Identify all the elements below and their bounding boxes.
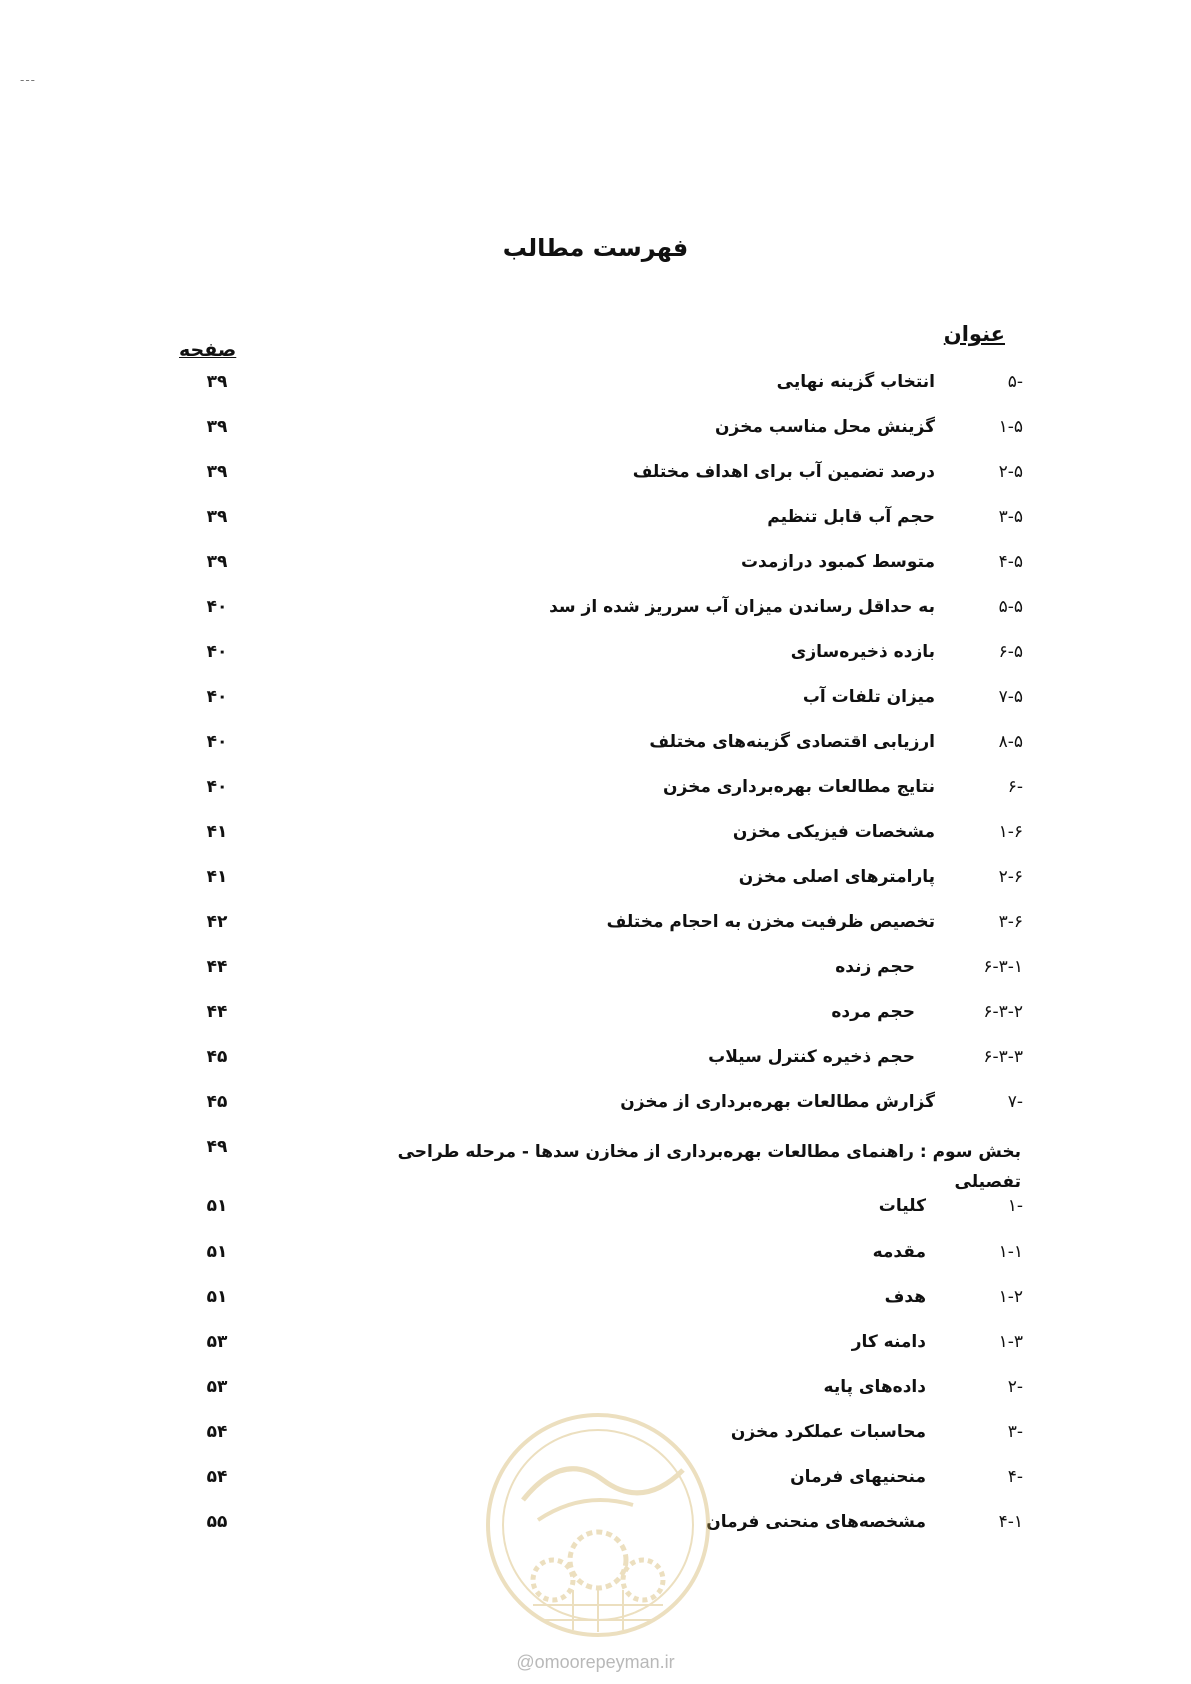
toc-page: ۵۴	[206, 1467, 228, 1487]
toc-title: حجم زنده	[835, 957, 915, 977]
toc-title: داده‌های پایه	[823, 1377, 926, 1397]
toc-page: ۵۳	[206, 1332, 228, 1352]
toc-title: حجم ذخیره کنترل سیلاب	[708, 1047, 915, 1067]
toc-page: ۳۹	[206, 552, 228, 572]
toc-number: -۷	[1007, 1092, 1023, 1112]
toc-row	[0, 552, 1191, 582]
toc-page: ۳۹	[206, 417, 228, 437]
toc-title: حجم آب قابل تنظیم	[767, 507, 935, 527]
toc-row	[0, 1242, 1191, 1272]
toc-page: ۴۱	[206, 867, 228, 887]
toc-title: پارامترهای اصلی مخزن	[738, 867, 935, 887]
toc-title: دامنه کار	[851, 1332, 926, 1352]
toc-title: حجم مرده	[831, 1002, 915, 1022]
toc-page: ۴۱	[206, 822, 228, 842]
toc-page: ۴۴	[206, 1002, 228, 1022]
toc-row	[0, 462, 1191, 492]
toc-page: ۵۱	[206, 1242, 228, 1262]
toc-row	[0, 597, 1191, 627]
toc-row	[0, 417, 1191, 447]
toc-row	[0, 1287, 1191, 1317]
toc-row	[0, 957, 1191, 987]
toc-page: ۴۰	[206, 732, 228, 752]
toc-title: گزارش مطالعات بهره‌برداری از مخزن	[620, 1092, 935, 1112]
page-title: فهرست مطالب	[502, 234, 689, 262]
toc-number: ۲-۵	[998, 462, 1023, 482]
toc-number: ۱-۱	[998, 1242, 1023, 1262]
toc-page: ۵۱	[206, 1196, 228, 1216]
toc-page: ۴۵	[206, 1047, 228, 1067]
toc-number: ۱-۳	[998, 1332, 1023, 1352]
toc-number: ۱-۲	[998, 1287, 1023, 1307]
toc-number: ۶-۳-۳	[983, 1047, 1023, 1067]
toc-row	[0, 687, 1191, 717]
toc-row	[0, 1002, 1191, 1032]
toc-title: منحنیهای فرمان	[790, 1467, 926, 1487]
toc-number: ۲-۶	[998, 867, 1023, 887]
toc-number: ۸-۵	[998, 732, 1023, 752]
toc-row	[0, 1332, 1191, 1362]
toc-row	[0, 507, 1191, 537]
toc-number: ۳-۵	[998, 507, 1023, 527]
toc-number: ۱-۵	[998, 417, 1023, 437]
toc-title: مشخصه‌های منحنی فرمان	[706, 1512, 926, 1532]
toc-row	[0, 1196, 1191, 1226]
toc-title: گزینش محل مناسب مخزن	[715, 417, 935, 437]
toc-title: ارزیابی اقتصادی گزینه‌های مختلف	[649, 732, 935, 752]
watermark-text: @omoorepeyman.ir	[516, 1652, 675, 1672]
toc-row	[0, 822, 1191, 852]
toc-number: ۴-۵	[998, 552, 1023, 572]
toc-title: کلیات	[878, 1196, 926, 1216]
toc-number: ۷-۵	[998, 687, 1023, 707]
toc-page: ۵۱	[206, 1287, 228, 1307]
toc-page: ۵۴	[206, 1422, 228, 1442]
toc-title: بازده ذخیره‌سازی	[790, 642, 935, 662]
toc-number: ۵-۵	[998, 597, 1023, 617]
toc-number: ۴-۱	[998, 1512, 1023, 1532]
toc-number: -۲	[1007, 1377, 1023, 1397]
toc-page: ۳۹	[206, 372, 228, 392]
toc-number: -۱	[1007, 1196, 1023, 1216]
toc-row	[0, 912, 1191, 942]
toc-title: محاسبات عملکرد مخزن	[730, 1422, 926, 1442]
title-column-header: عنوان	[943, 322, 1005, 346]
toc-row	[0, 1092, 1191, 1122]
toc-page: ۳۹	[206, 507, 228, 527]
toc-page: ۴۵	[206, 1092, 228, 1112]
toc-number: ۳-۶	[998, 912, 1023, 932]
toc-title: متوسط کمبود درازمدت	[740, 552, 935, 572]
toc-row	[0, 867, 1191, 897]
page-column-header: صفحه	[179, 339, 237, 361]
toc-number: -۴	[1007, 1467, 1023, 1487]
toc-page: ۴۰	[206, 597, 228, 617]
toc-page: ۴۹	[206, 1137, 228, 1157]
toc-number: ۱-۶	[998, 822, 1023, 842]
toc-page: ۴۴	[206, 957, 228, 977]
toc-row	[0, 642, 1191, 672]
toc-title: مشخصات فیزیکی مخزن	[732, 822, 935, 842]
toc-page: ۵۳	[206, 1377, 228, 1397]
stamp-logo-icon	[483, 1410, 713, 1640]
corner-mark: ---	[20, 73, 36, 87]
toc-page: ۵۵	[206, 1512, 228, 1532]
toc-title: هدف	[884, 1287, 926, 1307]
toc-row	[0, 1047, 1191, 1077]
toc-page: ۳۹	[206, 462, 228, 482]
toc-title: میزان تلفات آب	[802, 687, 935, 707]
toc-number: ۶-۳-۱	[983, 957, 1023, 977]
toc-number: -۳	[1007, 1422, 1023, 1442]
toc-number: -۶	[1007, 777, 1023, 797]
toc-title: به حداقل رساندن میزان آب سرریز شده از سد	[549, 597, 935, 617]
toc-row	[0, 1377, 1191, 1407]
toc-row	[0, 777, 1191, 807]
toc-row	[0, 372, 1191, 402]
toc-title: انتخاب گزینه نهایی	[776, 372, 935, 392]
toc-number: -۵	[1007, 372, 1023, 392]
toc-page: ۴۰	[206, 777, 228, 797]
toc-title: تخصیص ظرفیت مخزن به احجام مختلف	[606, 912, 935, 932]
toc-page: ۴۰	[206, 687, 228, 707]
toc-number: ۶-۵	[998, 642, 1023, 662]
toc-number: ۶-۳-۲	[983, 1002, 1023, 1022]
part-three-heading: بخش سوم : راهنمای مطالعات بهره‌برداری از مخازن سدها - مرحله طراحی تفصیلی	[397, 1142, 1021, 1192]
toc-page: ۴۰	[206, 642, 228, 662]
toc-page: ۴۲	[206, 912, 228, 932]
toc-title: مقدمه	[872, 1242, 926, 1262]
toc-row	[0, 732, 1191, 762]
toc-title: درصد تضمین آب برای اهداف مختلف	[632, 462, 935, 482]
toc-title: نتایج مطالعات بهره‌برداری مخزن	[663, 777, 935, 797]
